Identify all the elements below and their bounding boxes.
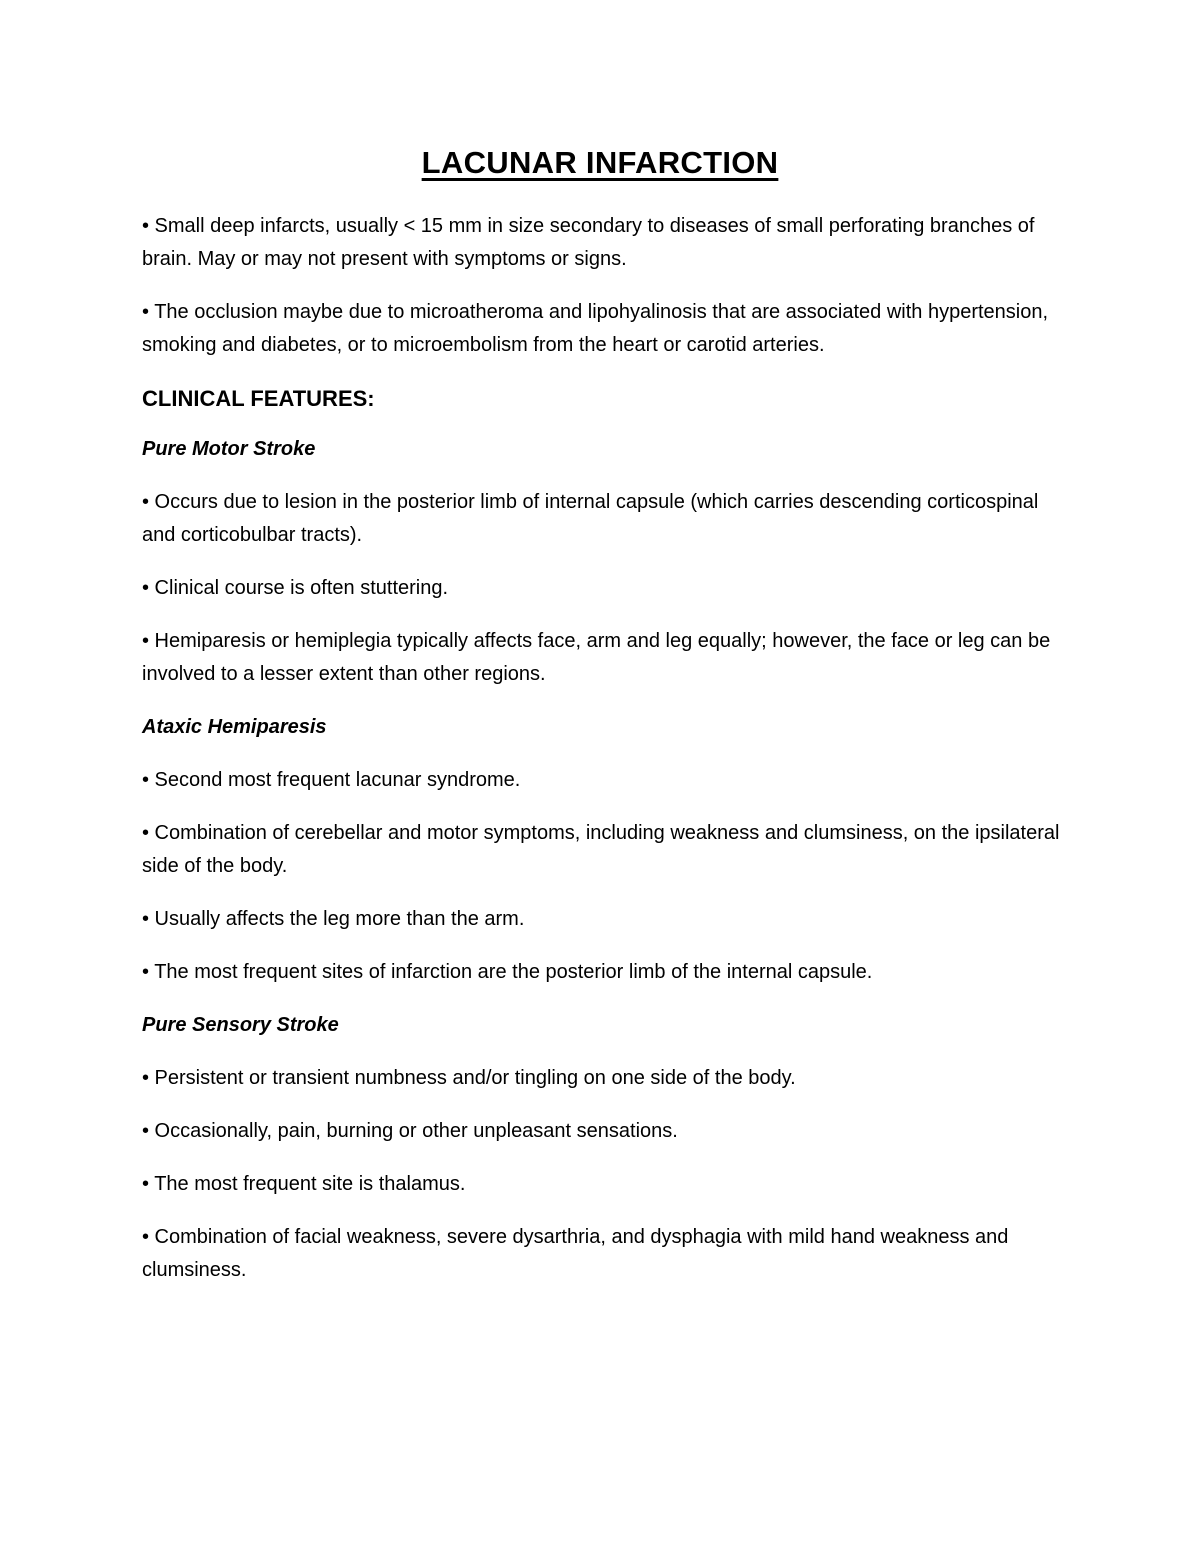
pure-sensory-bullet-3: • The most frequent site is thalamus. [142, 1173, 466, 1195]
intro-bullet-1: • Small deep infarcts, usually < 15 mm in size secondary to diseases of small perforating branches of brain. May or may not present with symptoms or signs. [142, 215, 1035, 270]
ataxic-hemiparesis-heading: Ataxic Hemiparesis [142, 716, 327, 738]
pure-sensory-bullet-1: • Persistent or transient numbness and/or tingling on one side of the body. [142, 1067, 796, 1089]
pure-motor-bullet-2: • Clinical course is often stuttering. [142, 577, 449, 599]
pure-motor-bullet-1: • Occurs due to lesion in the posterior limb of internal capsule (which carries descending corticospinal and corticobulbar tracts). [142, 491, 1039, 546]
clinical-features-heading: CLINICAL FEATURES: [142, 386, 375, 411]
document-title: LACUNAR INFARCTION [421, 145, 779, 180]
ataxic-bullet-2: • Combination of cerebellar and motor symptoms, including weakness and clumsiness, on the ipsilateral side of the body. [142, 822, 1060, 877]
ataxic-bullet-1: • Second most frequent lacunar syndrome. [142, 769, 521, 791]
pure-sensory-bullet-2: • Occasionally, pain, burning or other unpleasant sensations. [142, 1120, 678, 1142]
pure-sensory-stroke-heading: Pure Sensory Stroke [142, 1014, 339, 1036]
ataxic-bullet-3: • Usually affects the leg more than the arm. [142, 908, 525, 930]
pure-motor-bullet-3: • Hemiparesis or hemiplegia typically affects face, arm and leg equally; however, the face or leg can be involved to a lesser extent than other regions. [142, 630, 1051, 685]
ataxic-bullet-4: • The most frequent sites of infarction are the posterior limb of the internal capsule. [142, 961, 873, 983]
document-body [142, 210, 1062, 1307]
pure-sensory-bullet-4: • Combination of facial weakness, severe dysarthria, and dysphagia with mild hand weakness and clumsiness. [142, 1226, 1009, 1281]
pure-motor-stroke-heading: Pure Motor Stroke [142, 438, 316, 460]
intro-bullet-2: • The occlusion maybe due to microatheroma and lipohyalinosis that are associated with hypertension, smoking and diabetes, or to microembolism from the heart or carotid arteries. [142, 301, 1049, 356]
